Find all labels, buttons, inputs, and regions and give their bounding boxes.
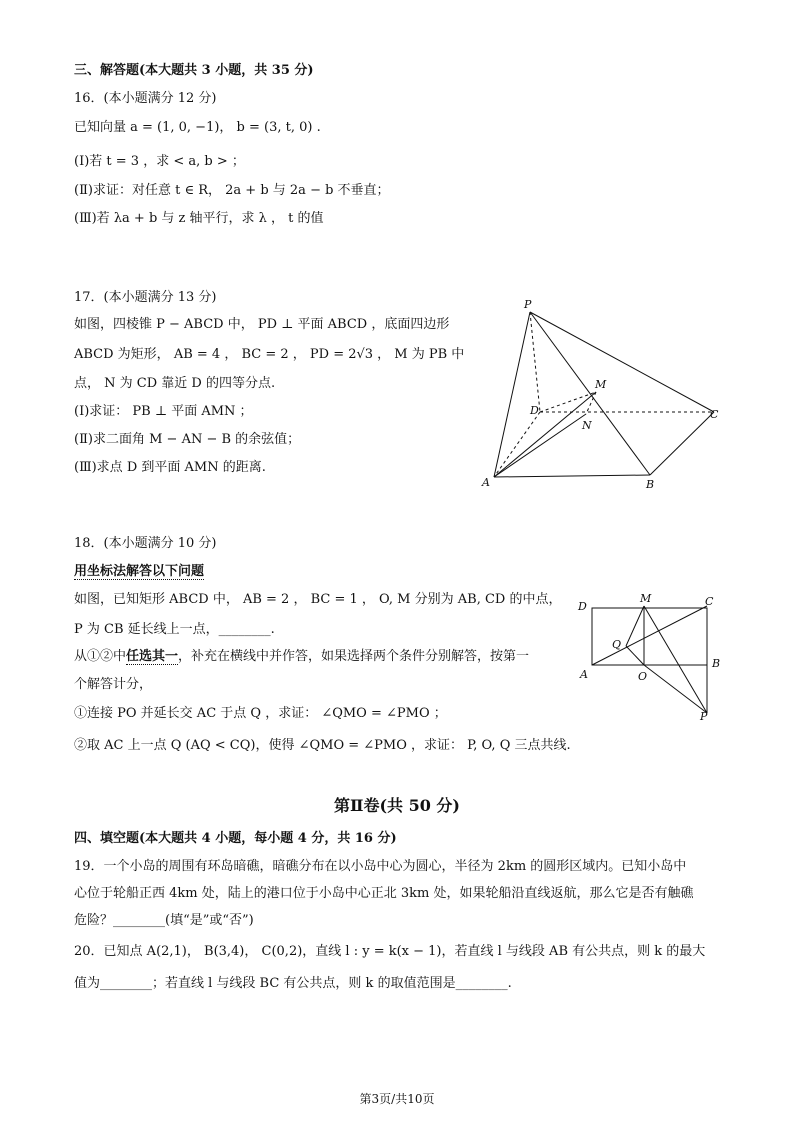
vertex-label-A: A	[580, 668, 588, 681]
question-18-line-4: 个解答计分，	[74, 677, 153, 692]
question-18-condition-1: ①连接 PO 并延长交 AC 于点 Q ，求证： ∠QMO = ∠PMO ；	[74, 706, 447, 721]
section-heading: 三、解答题(本大题共 3 小题，共 35 分)	[74, 63, 314, 78]
part-2-heading: 第Ⅱ卷(共 50 分)	[333, 796, 461, 815]
vertex-label-B: B	[712, 657, 721, 670]
question-20-line-2: 值为________；若直线 l 与线段 BC 有公共点，则 k 的取值范围是________.	[74, 976, 512, 991]
question-19-line-2: 心位于轮船正西 4km 处，陆上的港口位于小岛中心正北 3km 处，如果轮船沿直线返航，那么它是否有触礁	[74, 886, 694, 901]
question-18-title: 18．(本小题满分 10 分)	[74, 536, 217, 551]
question-17-line-1: 如图，四棱锥 P − ABCD 中， PD ⊥ 平面 ABCD ，底面四边形	[74, 317, 450, 332]
question-18-line-3	[74, 648, 529, 666]
pyramid-figure	[478, 292, 728, 492]
vertex-label-M: M	[595, 378, 607, 391]
question-18-emphasis: 任选其一	[126, 649, 179, 664]
vertex-label-O: O	[638, 670, 648, 683]
page-number: 第3页/共10页	[359, 1092, 435, 1106]
vertex-label-Q: Q	[612, 638, 622, 651]
vertex-label-P: P	[700, 710, 708, 723]
question-16-part-1: (I)若 t = 3 ，求 < a, b > ；	[74, 154, 245, 169]
question-18-line-3-end: ，补充在横线中并作答，如果选择两个条件分别解答，按第一	[178, 649, 530, 664]
question-19-line-3: 危险？________(填“是”或“否”)	[74, 913, 254, 928]
question-17-line-3: 点， N 为 CD 靠近 D 的四等分点.	[74, 376, 276, 391]
vertex-label-P: P	[524, 298, 532, 311]
question-18-subtitle-text: 用坐标法解答以下问题	[74, 564, 205, 579]
question-16-part-2: (Ⅱ)求证：对任意 t ∈ R， 2a + b 与 2a − b 不垂直；	[74, 183, 390, 198]
question-19-line-1: 19．一个小岛的周围有环岛暗礁，暗礁分布在以小岛中心为圆心，半径为 2km 的圆形区域内。已知小岛中	[74, 859, 687, 874]
section-heading: 四、填空题(本大题共 4 小题，每小题 4 分，共 16 分)	[74, 831, 397, 846]
question-17-part-3: (Ⅲ)求点 D 到平面 AMN 的距离.	[74, 460, 266, 475]
rectangle-figure	[574, 588, 724, 723]
question-18-line-3-start: 从①②中	[74, 649, 127, 664]
vertex-label-M: M	[640, 592, 652, 605]
vertex-label-A: A	[482, 476, 490, 489]
question-16-part-3: (Ⅲ)若 λa + b 与 z 轴平行，求 λ ， t 的值	[74, 211, 324, 226]
question-20-line-1: 20．已知点 A(2,1)， B(3,4)， C(0,2)，直线 l : y = k(x − 1)，若直线 l 与线段 AB 有公共点，则 k 的最大	[74, 944, 706, 959]
vertex-label-N: N	[582, 419, 592, 432]
question-17-title: 17．(本小题满分 13 分)	[74, 290, 217, 305]
question-17-line-2: ABCD 为矩形， AB = 4 ， BC = 2 ， PD = 2√3 ， M 为 PB 中	[74, 347, 465, 362]
vertex-label-C: C	[705, 595, 714, 608]
question-17-part-1: (I)求证： PB ⊥ 平面 AMN ；	[74, 404, 253, 419]
question-16-title: 16．(本小题满分 12 分)	[74, 91, 217, 106]
question-16-stem: 已知向量 a = (1, 0, −1)， b = (3, t, 0) .	[74, 120, 321, 135]
question-17-part-2: (Ⅱ)求二面角 M − AN − B 的余弦值；	[74, 432, 301, 447]
vertex-label-D: D	[530, 404, 539, 417]
question-18-subtitle	[74, 563, 204, 581]
vertex-label-D: D	[578, 600, 587, 613]
question-18-line-1: 如图，已知矩形 ABCD 中， AB = 2 ， BC = 1 ， O, M 分别为 AB, CD 的中点，	[74, 592, 562, 607]
vertex-label-B: B	[646, 478, 655, 491]
vertex-label-C: C	[710, 408, 719, 421]
question-18-line-2: P 为 CB 延长线上一点，________.	[74, 622, 275, 637]
question-18-condition-2: ②取 AC 上一点 Q (AQ < CQ)，使得 ∠QMO = ∠PMO ，求证： P, O, Q 三点共线.	[74, 738, 571, 753]
